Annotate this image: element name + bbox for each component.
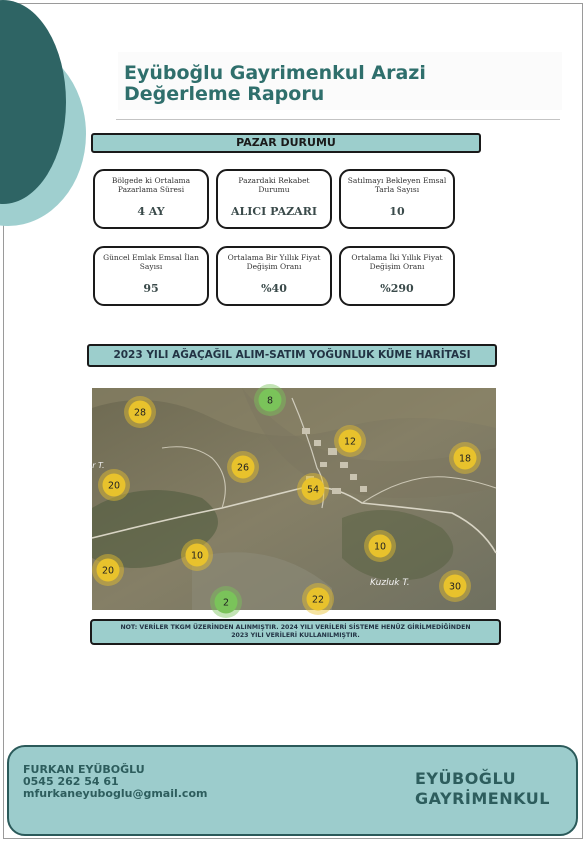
cluster-marker[interactable] xyxy=(98,469,130,501)
stat-card-marketing-time xyxy=(93,169,209,229)
cluster-count: 8 xyxy=(266,395,274,407)
cluster-count: 22 xyxy=(311,594,325,606)
stat-card-value: ALICI PAZARI xyxy=(230,205,317,218)
cluster-marker[interactable] xyxy=(297,473,329,505)
cluster-count: 26 xyxy=(236,462,250,474)
note-line-1: NOT: VERİLER TKGM ÜZERİNDEN ALINMIŞTIR. 2024 YILI VERİLERİ SİSTEME HENÜZ GİRİLMEDİĞİNDEN xyxy=(120,624,471,631)
cluster-marker[interactable] xyxy=(210,586,242,618)
cluster-map-canvas xyxy=(92,388,496,610)
cluster-marker[interactable] xyxy=(181,539,213,571)
cluster-count: 20 xyxy=(107,480,121,492)
cluster-marker[interactable] xyxy=(92,554,124,586)
footer-contact-card xyxy=(7,745,578,836)
map-section-title: 2023 YILI AĞAÇAĞIL ALIM-SATIM YOĞUNLUK KÜME HARİTASI xyxy=(87,344,497,367)
cluster-count: 2 xyxy=(222,597,230,609)
stat-card-value: %290 xyxy=(380,282,414,295)
contact-phone[interactable]: 0545 262 54 61 xyxy=(23,775,119,788)
stat-card-value: 10 xyxy=(389,205,405,218)
stat-card-listing-count xyxy=(93,246,209,306)
stat-card-value: %40 xyxy=(261,282,287,295)
place-label: ır T. xyxy=(90,461,105,470)
stat-card-label: Ortalama Bir Yıllık Fiyat Değişim Oranı xyxy=(227,253,321,271)
data-source-note xyxy=(90,619,501,645)
market-section-title: PAZAR DURUMU xyxy=(91,133,481,153)
stat-card-competition xyxy=(216,169,332,229)
cluster-count: 10 xyxy=(190,550,204,562)
cluster-marker[interactable] xyxy=(124,396,156,428)
cluster-marker[interactable] xyxy=(302,583,334,615)
brand-name-line2: GAYRİMENKUL xyxy=(415,789,550,808)
cluster-count: 28 xyxy=(133,407,147,419)
cluster-marker[interactable] xyxy=(449,442,481,474)
stat-card-label: Satılmayı Bekleyen Emsal Tarla Sayısı xyxy=(347,176,447,194)
report-title-line2: Değerleme Raporu xyxy=(124,83,325,105)
cluster-marker[interactable] xyxy=(227,451,259,483)
stat-card-label: Güncel Emlak Emsal İlan Sayısı xyxy=(103,253,199,271)
note-line-2: 2023 YILI VERİLERİ KULLANILMIŞTIR. xyxy=(231,632,360,639)
cluster-marker[interactable] xyxy=(254,384,286,416)
cluster-marker[interactable] xyxy=(364,530,396,562)
stat-card-value: 4 AY xyxy=(137,205,165,218)
stat-card-value: 95 xyxy=(143,282,159,295)
cluster-count: 18 xyxy=(458,453,472,465)
contact-email[interactable]: mfurkaneyuboglu@gmail.com xyxy=(23,787,208,800)
cluster-count: 10 xyxy=(373,541,387,553)
stat-card-label: Ortalama İki Yıllık Fiyat Değişim Oranı xyxy=(351,253,443,271)
cluster-count: 54 xyxy=(306,484,320,496)
cluster-count: 20 xyxy=(101,565,115,577)
stat-card-label: Pazardaki Rekabet Durumu xyxy=(238,176,310,194)
cluster-count: 12 xyxy=(343,436,357,448)
stat-card-pending-fields xyxy=(339,169,455,229)
place-label: Kuzluk T. xyxy=(370,578,410,588)
title-block xyxy=(118,52,562,110)
stat-card-two-year-change xyxy=(339,246,455,306)
report-title-line1: Eyüboğlu Gayrimenkul Arazi xyxy=(124,62,426,84)
cluster-marker[interactable] xyxy=(439,570,471,602)
title-divider xyxy=(116,119,560,120)
stat-card-one-year-change xyxy=(216,246,332,306)
cluster-map[interactable] xyxy=(92,388,496,610)
contact-name: FURKAN EYÜBOĞLU xyxy=(23,763,145,776)
brand-name-line1: EYÜBOĞLU xyxy=(415,769,517,788)
cluster-count: 30 xyxy=(448,581,462,593)
cluster-marker[interactable] xyxy=(334,425,366,457)
stat-card-label: Bölgede ki Ortalama Pazarlama Süresi xyxy=(111,176,191,194)
